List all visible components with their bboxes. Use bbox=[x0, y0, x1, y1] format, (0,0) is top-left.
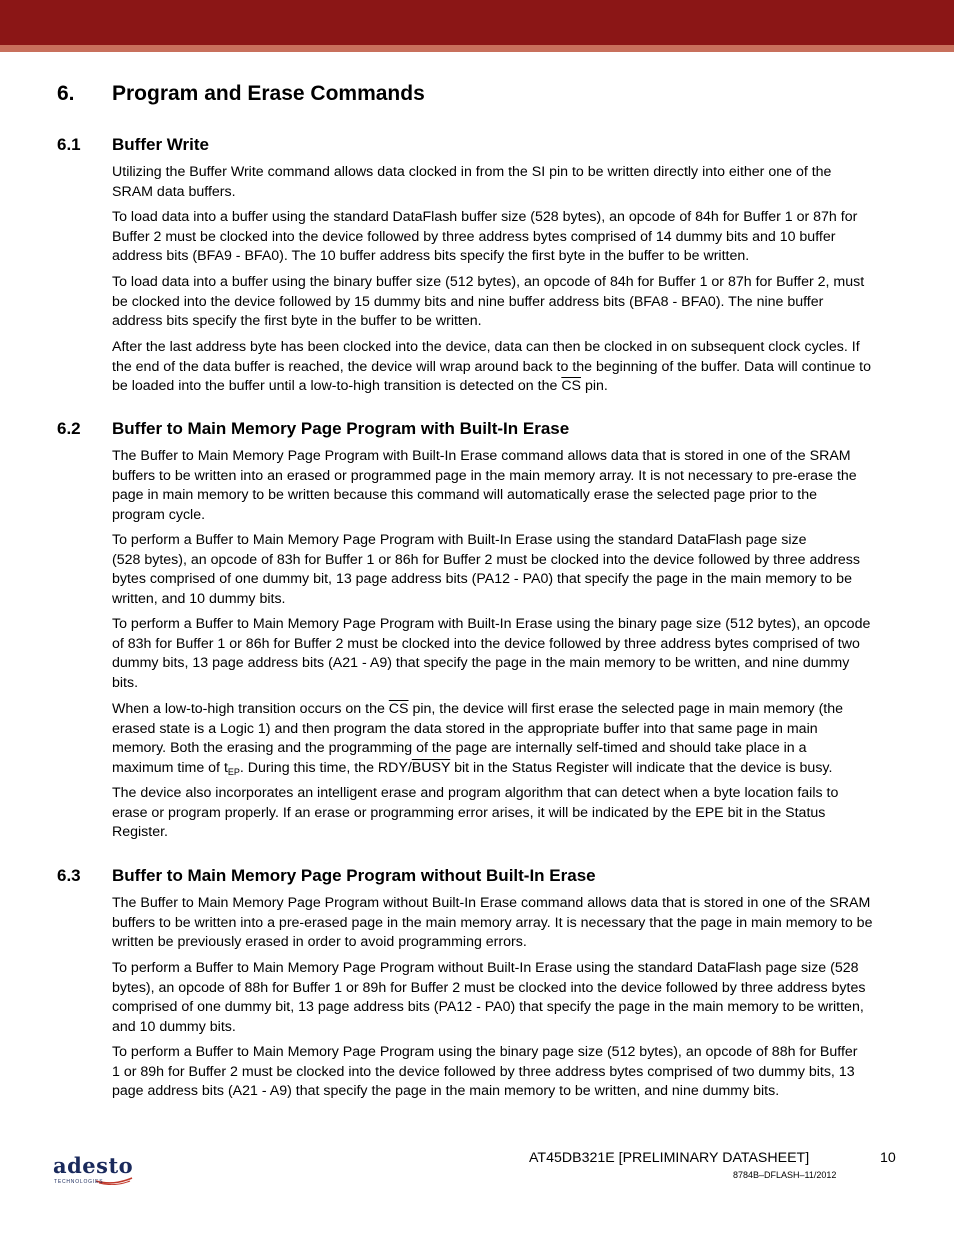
text-line: bytes), an opcode of 88h for Buffer 1 or 89h for Buffer 2 must be clocked into the device followed by three address bytes bbox=[112, 979, 866, 996]
text-fragment: pin, the device will first erase the selected page in main memory (the bbox=[408, 701, 844, 717]
text-line: The device also incorporates an intelligent erase and program algorithm that can detect when a byte location fails to bbox=[112, 785, 839, 801]
text-line: Utilizing the Buffer Write command allows data clocked in from the SI pin to be written directly into either one of the bbox=[112, 164, 832, 180]
section-title: Buffer Write bbox=[112, 135, 209, 154]
text-line: erase or program properly. If an erase or programming error arises, it will be indicated by the EPE bit in the Status bbox=[112, 804, 826, 821]
section-title: Buffer to Main Memory Page Program without Built-In Erase bbox=[112, 866, 596, 885]
text-line: and 10 dummy bits. bbox=[112, 1018, 236, 1035]
paragraph bbox=[112, 447, 898, 525]
chapter-heading bbox=[57, 82, 425, 106]
text-line: page address bits (A21 - A9) that specify the page in the main memory to be written, and nine dummy bits. bbox=[112, 1083, 780, 1100]
paragraph bbox=[112, 338, 898, 397]
text-line bbox=[112, 700, 898, 720]
text-line: erased state is a Logic 1) and then program the data stored in the appropriate buffer into that same page in main bbox=[112, 720, 818, 737]
text-line: To perform a Buffer to Main Memory Page Program with Built-In Erase using the standard DataFlash page size bbox=[112, 532, 807, 548]
text-line: bits. bbox=[112, 674, 139, 691]
tep-subscript: EP bbox=[227, 766, 240, 777]
header-bar bbox=[0, 0, 954, 45]
chapter-number: 6. bbox=[57, 82, 75, 105]
paragraph bbox=[112, 700, 898, 778]
text-fragment: be loaded into the buffer until a low-to-high transition is detected on the bbox=[112, 378, 562, 395]
footer-doc-code: 8784B–DFLASH–11/2012 bbox=[733, 1170, 837, 1180]
paragraph bbox=[112, 163, 898, 202]
section-heading-6-3 bbox=[57, 866, 596, 886]
section-number: 6.1 bbox=[57, 135, 81, 154]
paragraph bbox=[112, 784, 898, 843]
footer-doc-title: AT45DB321E [PRELIMINARY DATASHEET] bbox=[529, 1150, 810, 1166]
section-heading-6-1 bbox=[57, 135, 209, 155]
text-line: Buffer 2 must be clocked into the device followed by three address bytes comprised of 14 dummy bits and 10 buffer bbox=[112, 228, 836, 245]
text-line bbox=[112, 377, 898, 397]
section-number: 6.3 bbox=[57, 866, 81, 885]
text-line: address bits (BFA9 - BFA0). The 10 buffer address bits specify the first byte in the buffer to be written. bbox=[112, 248, 750, 265]
text-line: buffers to be written into a pre-erased page in the main memory array. It is necessary that the page in main memory to be bbox=[112, 914, 873, 931]
paragraph bbox=[112, 894, 898, 953]
text-fragment: maximum time of t bbox=[112, 759, 228, 776]
text-line: page in main memory to be written because this command will automatically erase the selected page prior to the bbox=[112, 487, 818, 504]
logo-wordmark: adesto bbox=[53, 1153, 134, 1178]
text-line: (528 bytes), an opcode of 83h for Buffer 1 or 86h for Buffer 2 must be clocked into the device followed by three address bbox=[112, 551, 860, 568]
section-title: Buffer to Main Memory Page Program with Built-In Erase bbox=[112, 419, 570, 438]
paragraph bbox=[112, 531, 898, 609]
text-line: The Buffer to Main Memory Page Program with Built-In Erase command allows data that is stored in one of the SRAM bbox=[112, 448, 851, 464]
text-line: memory. Both the erasing and the programming of the page are internally self-timed and should take place in a bbox=[112, 740, 807, 757]
text-line: of 83h for Buffer 1 or 86h for Buffer 2 must be clocked into the device followed by three address bytes comprised of two bbox=[112, 635, 860, 652]
busy-signal-label: BUSY bbox=[411, 759, 451, 776]
text-fragment: bit in the Status Register will indicate that the device is busy. bbox=[450, 759, 833, 776]
text-fragment: pin. bbox=[581, 378, 608, 395]
text-line: written be previously erased in order to avoid programming errors. bbox=[112, 934, 527, 951]
text-line: address bits specify the first byte in the buffer to be written. bbox=[112, 313, 482, 330]
text-line bbox=[112, 759, 898, 779]
text-line: comprised of one dummy bit, 13 page address bits (PA12 - PA0) that specify the page in the main memory to be written, bbox=[112, 999, 864, 1016]
paragraph bbox=[112, 1043, 898, 1102]
text-fragment: . During this time, the RDY/ bbox=[239, 759, 412, 776]
text-fragment: When a low-to-high transition occurs on the bbox=[112, 701, 389, 717]
paragraph bbox=[112, 959, 898, 1037]
text-line: the end of the data buffer is reached, the device will wrap around back to the beginning of the buffer. Data will continue to bbox=[112, 358, 872, 375]
text-line: To load data into a buffer using the binary buffer size (512 bytes), an opcode of 84h for Buffer 1 or 87h for Buffer 2, must bbox=[112, 274, 865, 290]
text-line: To perform a Buffer to Main Memory Page Program with Built-In Erase using the binary page size (512 bytes), an opcode bbox=[112, 616, 871, 632]
text-line: buffers to be written into an erased or programmed page in the main memory array. It is not necessary to pre-erase the bbox=[112, 467, 857, 484]
text-line: bytes comprised of one dummy bit, 13 page address bits (PA12 - PA0) that specify the page in the main memory to be bbox=[112, 571, 852, 588]
section-heading-6-2 bbox=[57, 419, 569, 439]
paragraph bbox=[112, 208, 898, 267]
text-line: Register. bbox=[112, 824, 168, 841]
text-line: After the last address byte has been clocked into the device, data can then be clocked in on subsequent clock cycles. If bbox=[112, 339, 860, 355]
adesto-logo bbox=[53, 1155, 135, 1188]
cs-signal-label: $\overline{CS}$ bbox=[561, 378, 582, 395]
section-number: 6.2 bbox=[57, 419, 81, 438]
text-line: 1 or 89h for Buffer 2 must be clocked into the device followed by three address bytes comprised of two dummy bits, 13 bbox=[112, 1063, 855, 1080]
page-number: 10 bbox=[880, 1150, 896, 1166]
text-line: be clocked into the device followed by 15 dummy bits and nine buffer address bits (BFA8 - BFA0). The nine buffer bbox=[112, 293, 824, 310]
cs-signal-label: $\overline{CS}$ bbox=[388, 701, 409, 717]
text-line: written, and 10 dummy bits. bbox=[112, 590, 286, 607]
chapter-title: Program and Erase Commands bbox=[112, 82, 425, 105]
paragraph bbox=[112, 615, 898, 693]
header-stripe bbox=[0, 45, 954, 52]
text-line: To perform a Buffer to Main Memory Page Program using the binary page size (512 bytes), an opcode of 88h for Buffer bbox=[112, 1044, 858, 1060]
logo-subtext: TECHNOLOGIES bbox=[54, 1179, 104, 1185]
text-line: The Buffer to Main Memory Page Program without Built-In Erase command allows data that is stored in one of the SRAM bbox=[112, 895, 871, 911]
text-line: dummy bits, 13 page address bits (A21 - A9) that specify the page in the main memory to be written, and nine dummy bbox=[112, 655, 850, 672]
text-line: SRAM data buffers. bbox=[112, 183, 236, 200]
text-line: To load data into a buffer using the standard DataFlash buffer size (528 bytes), an opcode of 84h for Buffer 1 or 87h for bbox=[112, 209, 858, 225]
text-line: program cycle. bbox=[112, 506, 206, 523]
paragraph bbox=[112, 273, 898, 332]
text-line: To perform a Buffer to Main Memory Page Program without Built-In Erase using the standard DataFlash page size (528 bbox=[112, 960, 859, 976]
